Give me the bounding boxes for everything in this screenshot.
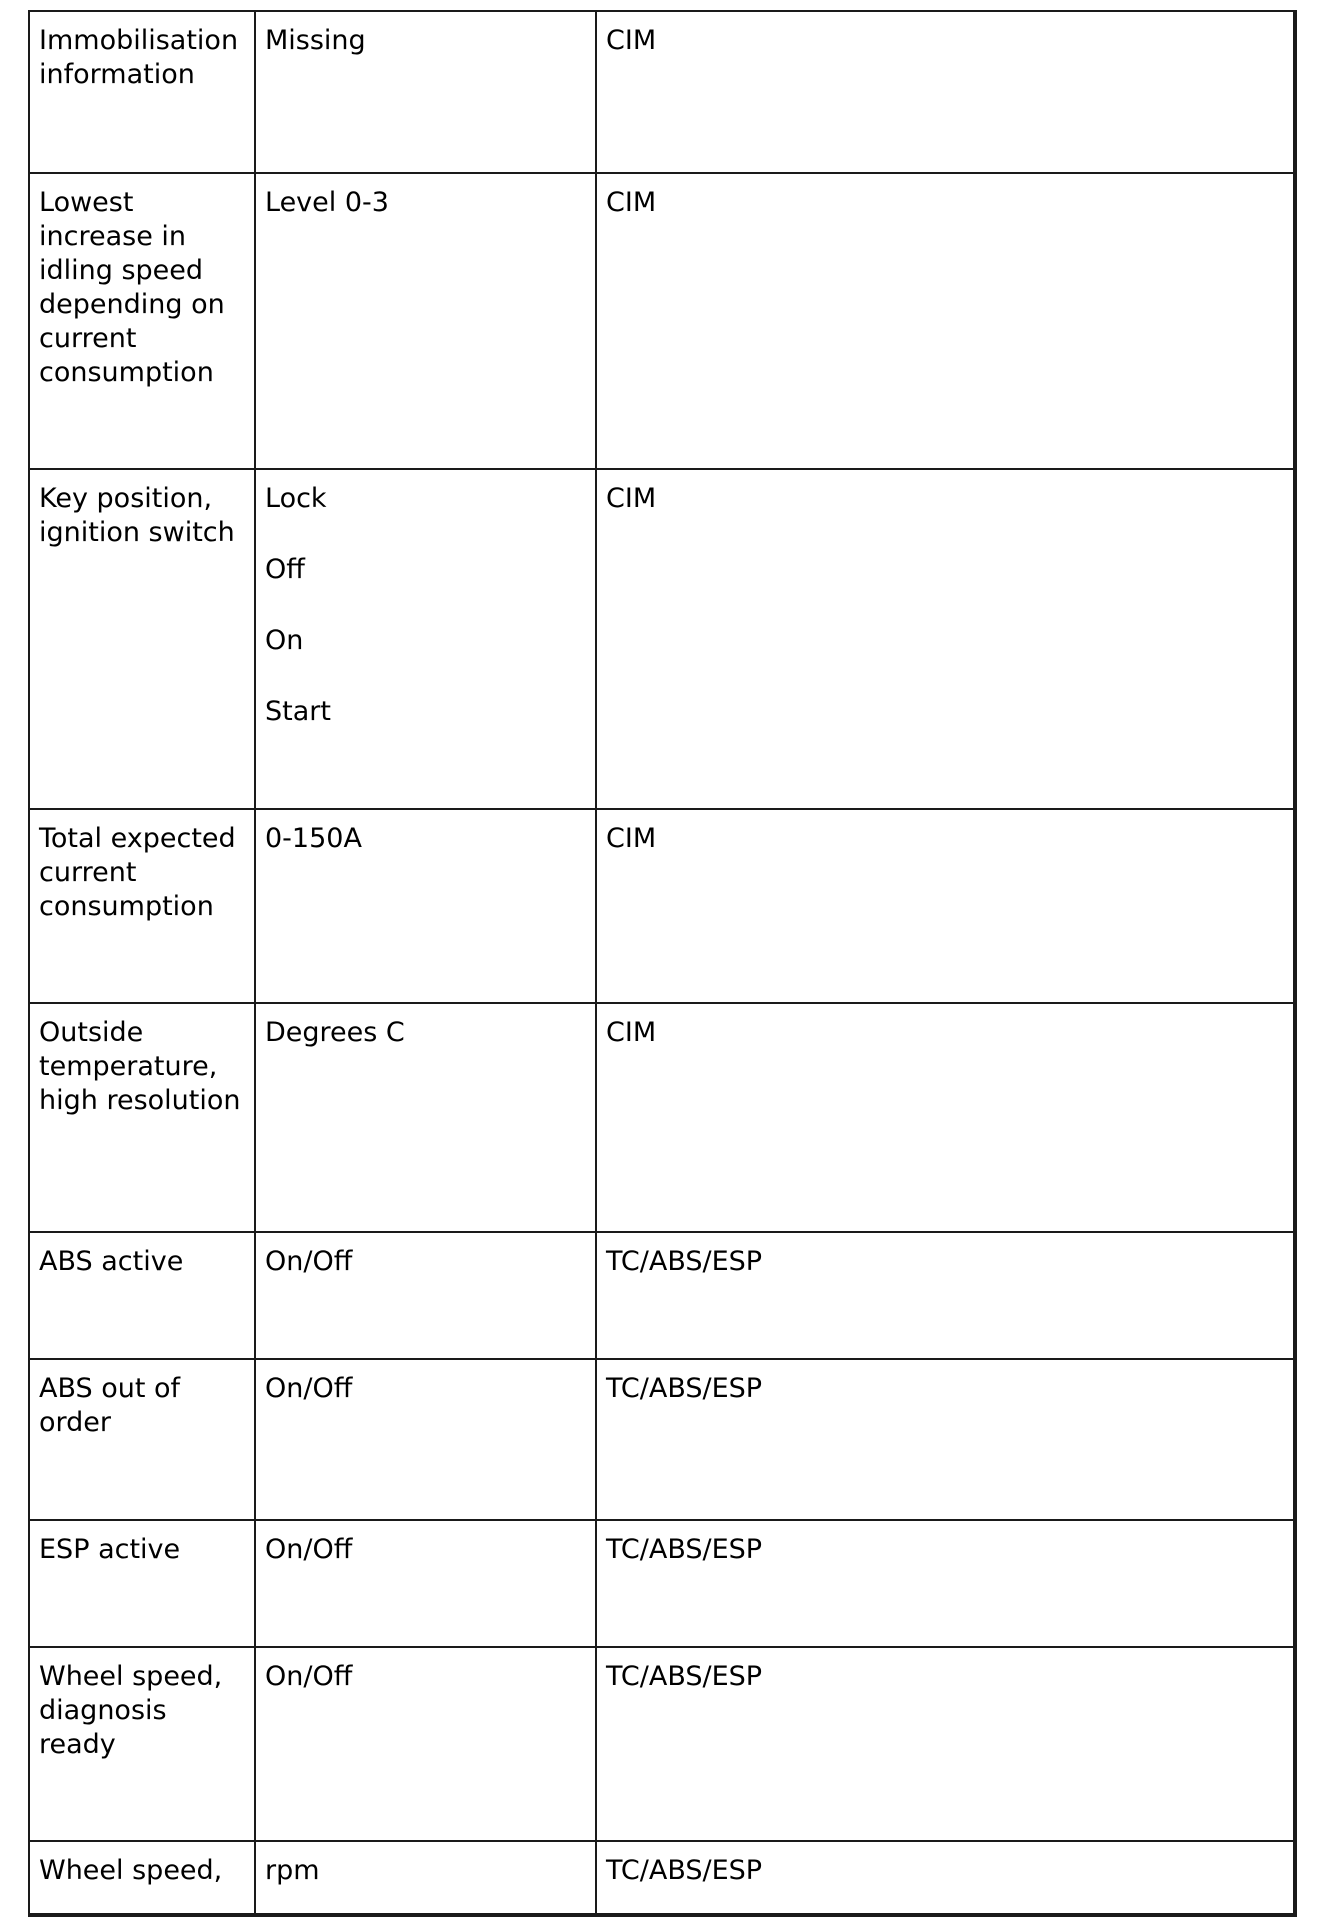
- value-text: 0-150A: [265, 823, 362, 854]
- signal-name: ABS active: [39, 1246, 184, 1277]
- source-cell: [596, 1647, 1295, 1841]
- value-text: Missing: [265, 25, 366, 56]
- source-text: TC/ABS/ESP: [606, 1855, 763, 1886]
- signal-name: Wheel speed,: [39, 1855, 223, 1886]
- source-text: CIM: [606, 483, 657, 514]
- table-row: [29, 1647, 1295, 1841]
- signal-name-cell: [29, 173, 255, 469]
- value-text: On/Off: [265, 1534, 353, 1565]
- value-text: On/Off: [265, 1661, 353, 1692]
- value-text: On: [265, 625, 304, 656]
- signal-name: Total expected current consumption: [39, 823, 236, 922]
- value-cell: [255, 11, 596, 173]
- source-cell: [596, 1841, 1295, 1915]
- table-row: [29, 11, 1295, 173]
- signal-name: Lowest increase in idling speed depending on current consumption: [39, 187, 225, 388]
- value-cell: [255, 1520, 596, 1647]
- source-cell: [596, 173, 1295, 469]
- signal-table: [28, 10, 1297, 1917]
- value-cell: [255, 809, 596, 1003]
- signal-name-cell: [29, 469, 255, 809]
- value-text: Level 0-3: [265, 187, 389, 218]
- signal-name: Wheel speed, diagnosis ready: [39, 1661, 223, 1760]
- source-cell: [596, 1520, 1295, 1647]
- value-text: rpm: [265, 1855, 320, 1886]
- value-cell: [255, 1232, 596, 1359]
- value-cell: [255, 1003, 596, 1232]
- signal-name-cell: [29, 1841, 255, 1915]
- source-text: TC/ABS/ESP: [606, 1661, 763, 1692]
- source-text: CIM: [606, 187, 657, 218]
- value-cell: [255, 1359, 596, 1520]
- signal-name-cell: [29, 1232, 255, 1359]
- source-text: CIM: [606, 1017, 657, 1048]
- signal-name: Outside temperature, high resolution: [39, 1017, 241, 1116]
- value-text: On/Off: [265, 1373, 353, 1404]
- table-row: [29, 809, 1295, 1003]
- source-cell: [596, 469, 1295, 809]
- value-text: Start: [265, 696, 331, 727]
- signal-name-cell: [29, 1359, 255, 1520]
- signal-name-cell: [29, 11, 255, 173]
- value-cell: [255, 1647, 596, 1841]
- source-cell: [596, 11, 1295, 173]
- signal-name: ESP active: [39, 1534, 181, 1565]
- table-row: [29, 1003, 1295, 1232]
- signal-name: Immobilisation information: [39, 25, 239, 90]
- table-row: [29, 1232, 1295, 1359]
- source-text: TC/ABS/ESP: [606, 1246, 763, 1277]
- signal-name-cell: [29, 1003, 255, 1232]
- value-text: Lock: [265, 483, 327, 514]
- signal-name-cell: [29, 1647, 255, 1841]
- table-row: [29, 469, 1295, 809]
- source-text: CIM: [606, 823, 657, 854]
- source-cell: [596, 1359, 1295, 1520]
- table-row: [29, 1520, 1295, 1647]
- source-text: CIM: [606, 25, 657, 56]
- signal-name: Key position, ignition switch: [39, 483, 235, 548]
- source-text: TC/ABS/ESP: [606, 1534, 763, 1565]
- table-row: [29, 1359, 1295, 1520]
- value-cell: [255, 173, 596, 469]
- value-cell: [255, 1841, 596, 1915]
- value-text: On/Off: [265, 1246, 353, 1277]
- table-row: [29, 173, 1295, 469]
- signal-name-cell: [29, 809, 255, 1003]
- source-text: TC/ABS/ESP: [606, 1373, 763, 1404]
- source-cell: [596, 1003, 1295, 1232]
- signal-name-cell: [29, 1520, 255, 1647]
- value-text: Off: [265, 554, 305, 585]
- signal-name: ABS out of order: [39, 1373, 181, 1438]
- source-cell: [596, 809, 1295, 1003]
- table-row: [29, 1841, 1295, 1915]
- source-cell: [596, 1232, 1295, 1359]
- value-cell: [255, 469, 596, 809]
- value-text: Degrees C: [265, 1017, 405, 1048]
